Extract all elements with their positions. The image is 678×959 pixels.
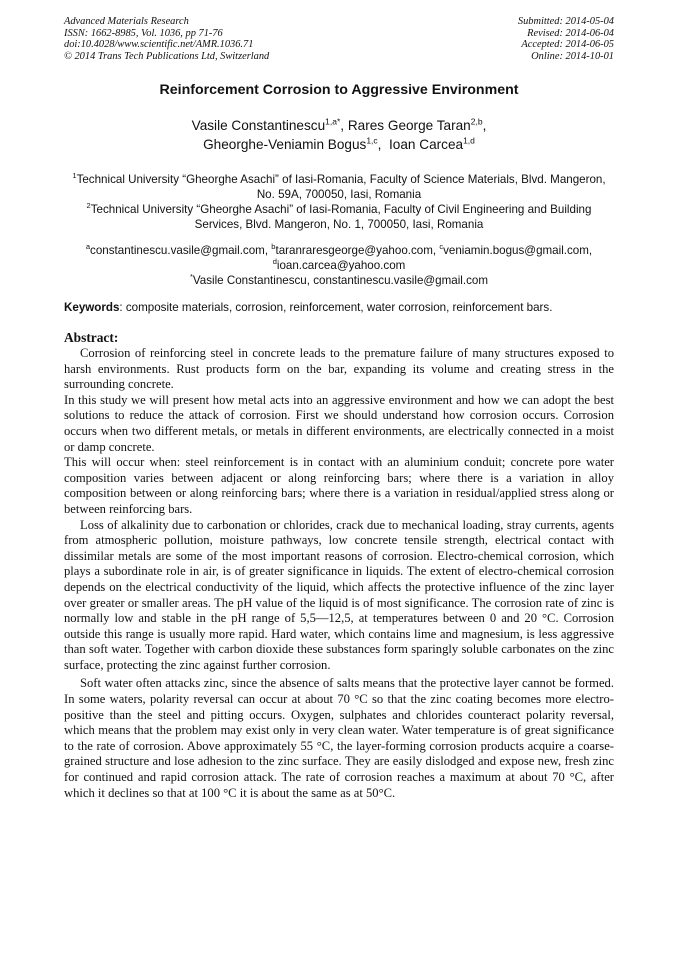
author-separator: , — [377, 137, 390, 152]
abstract-body — [64, 346, 614, 801]
email-line — [64, 258, 614, 273]
author-affil-mark: 1,d — [463, 135, 475, 146]
revised-date: Revised: 2014-06-04 — [527, 27, 614, 39]
email-separator: , — [432, 244, 440, 257]
affiliation-mark: 2 — [86, 201, 91, 211]
affiliation-text: Technical University “Gheorghe Asachi” of Iasi-Romania, Faculty of Science Materials, Blvd. Mangeron, No. 59A, 700050, Iasi, Romania — [76, 173, 606, 201]
journal-doi: doi:10.4028/www.scientific.net/AMR.1036.71 — [64, 39, 254, 51]
author-affil-mark: 1,c — [366, 135, 378, 146]
abstract-paragraph: Corrosion of reinforcing steel in concrete leads to the premature failure of many structures exposed to harsh environments. Rust products form on the bar, expanding its volume and creating stress in the surrounding concrete. — [64, 346, 614, 392]
abstract-heading: Abstract: — [64, 330, 119, 345]
affiliations — [64, 172, 614, 232]
abstract-paragraph: In this study we will present how metal acts into an aggressive environment and how we can adopt the best solutions to reduce the attack of corrosion. First we should understand how corrosion occurs. Corrosion occurs when two different metals, or metals in different environments, are electrically connected in a moist or damp concrete. — [64, 392, 614, 454]
affiliation — [64, 202, 614, 232]
corresponding-mark: * — [189, 272, 193, 282]
author-name: Rares George Taran — [347, 118, 471, 133]
email-address: ioan.carcea@yahoo.com — [276, 259, 406, 272]
author-separator: , — [340, 118, 348, 133]
submitted-date: Submitted: 2014-05-04 — [517, 16, 614, 27]
email-list — [64, 243, 614, 288]
email-address: veniamin.bogus@gmail.com — [443, 244, 589, 257]
author-affil-mark: 2,b — [470, 116, 483, 127]
author-name: Gheorghe-Veniamin Bogus — [203, 137, 367, 152]
corresponding-text: Vasile Constantinescu, constantinescu.vasile@gmail.com — [192, 274, 489, 287]
affiliation-mark: 1 — [72, 171, 77, 181]
email-separator: , — [264, 244, 272, 257]
online-date: Online: 2014-10-01 — [531, 50, 614, 62]
author-separator: , — [482, 118, 487, 133]
journal-copyright: © 2014 Trans Tech Publications Ltd, Switzerland — [64, 50, 270, 62]
email-separator: , — [588, 244, 593, 257]
paper-title: Reinforcement Corrosion to Aggressive Environment — [159, 82, 519, 98]
journal-name: Advanced Materials Research — [64, 16, 189, 27]
email-mark: d — [272, 257, 277, 267]
keywords — [64, 301, 614, 315]
corresponding-author — [64, 273, 614, 288]
affiliation — [64, 172, 614, 202]
abstract-paragraph: This will occur when: steel reinforcement is in contact with an aluminium conduit; concrete pore water composition varies between adjacent or along reinforcing bars; where there is a variation in alloy composition between or along reinforcing bars; where there is a variation in residual/applied stress along or between reinforcing bars. — [64, 455, 614, 516]
abstract-paragraph: Loss of alkalinity due to carbonation or chlorides, crack due to mechanical loading, stray currents, agents from atmospheric pollution, moisture pathways, low concrete tensile strength, electrical contact with dissimilar metals are some of the most important reasons of corrosion. Electro-chemical corrosion, which plays a subordinate role in air, is of greater significance in liquids. The extent of electro-chemical corrosion depends on the electrical conductivity of the liquid, which affects the protective influence of the zinc layer over greater or smaller areas. The pH value of the liquid is of most significance. The corrosion rate of zinc is normally low and stable in the pH range of 5,5—12,5, at temperatures between 0 and 20 °C. Corrosion outside this range is usually more rapid. Hard water, which contains lime and magnesium, is less aggressive than soft water. Together with carbon dioxide these substances form sparingly soluble carbonates on the zinc surface, protecting the zinc against further corrosion. — [64, 517, 614, 672]
email-address: constantinescu.vasile@gmail.com — [90, 244, 265, 257]
affiliation-text: Technical University “Gheorghe Asachi” of Iasi-Romania, Faculty of Civil Engineering and Building Services, Blvd. Mangeron, No. 1, 700050, Iasi, Romania — [90, 203, 592, 231]
keywords-label: Keywords — [64, 301, 120, 314]
email-mark: b — [271, 242, 276, 252]
abstract-paragraph: Soft water often attacks zinc, since the absence of salts means that the protective layer cannot be formed. In some waters, polarity reversal can occur at about 70 °C so that the zinc coating becomes more electro-positive than the steel and pitting occurs. Oxygen, sulphates and chlorides counteract polarity reversal, which means that the problem may exist only in very clean water. Water temperature is of great significance to the rate of corrosion. Above approximately 55 °C, the layer-forming corrosion products acquire a coarse-grained structure and lose adhesion to the zinc surface. They are easily dislodged and expose new, fresh zinc for continued and rapid corrosion attack. The rate of corrosion reaches a maximum at about 70 °C, after which it declines so that at 100 °C it is about the same as at 50°C. — [64, 676, 614, 800]
email-mark: c — [439, 242, 444, 252]
submission-dates — [354, 16, 614, 62]
author-affil-mark: 1,a* — [325, 116, 341, 127]
accepted-date: Accepted: 2014-06-05 — [521, 39, 614, 51]
author-list — [64, 116, 614, 154]
journal-info — [64, 16, 364, 62]
author-name: Vasile Constantinescu — [191, 118, 326, 133]
author-name: Ioan Carcea — [389, 137, 464, 152]
journal-issn: ISSN: 1662-8985, Vol. 1036, pp 71-76 — [64, 27, 223, 39]
keywords-text: : composite materials, corrosion, reinforcement, water corrosion, reinforcement bars. — [119, 301, 553, 314]
author-line — [64, 116, 614, 135]
email-address: taranraresgeorge@yahoo.com — [275, 244, 433, 257]
author-line — [64, 135, 614, 154]
email-line — [64, 243, 614, 258]
email-mark: a — [85, 242, 91, 252]
